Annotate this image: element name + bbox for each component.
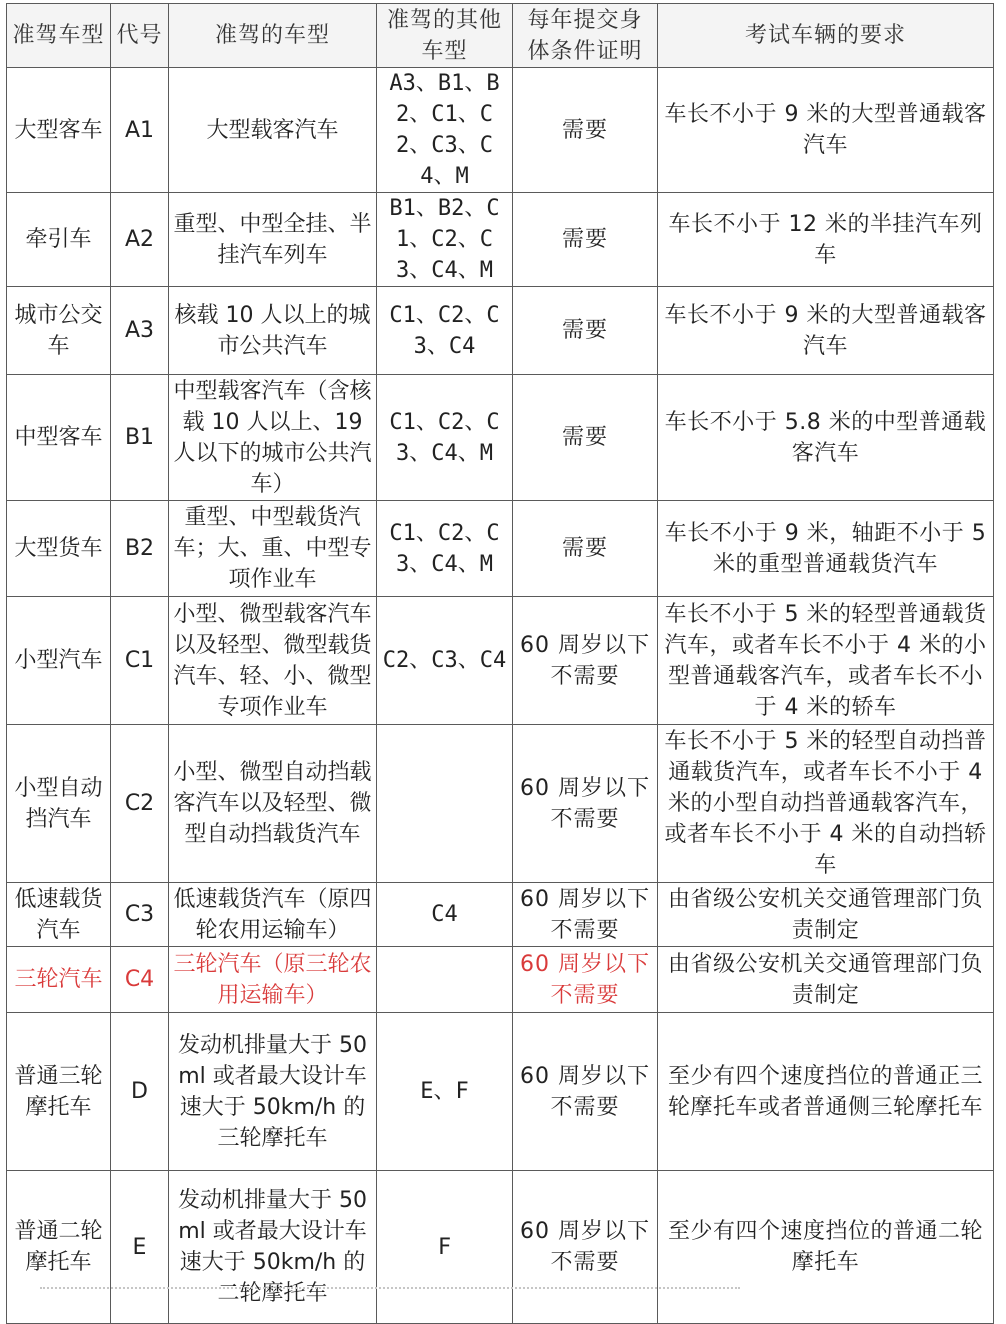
permitted-vehicle-cell: 三轮汽车（原三轮农用运输车） bbox=[169, 947, 377, 1013]
license-code-cell: B2 bbox=[111, 501, 169, 597]
license-type-cell: 城市公交车 bbox=[7, 287, 111, 375]
permitted-vehicle-cell: 重型、中型载货汽车；大、重、中型专项作业车 bbox=[169, 501, 377, 597]
exam-requirement-cell: 车长不小于 9 米，轴距不小于 5 米的重型普通载货汽车 bbox=[658, 501, 994, 597]
exam-requirement-cell: 车长不小于 9 米的大型普通载客汽车 bbox=[658, 287, 994, 375]
permitted-vehicle-cell: 低速载货汽车（原四轮农用运输车） bbox=[169, 883, 377, 947]
header-permitted-vehicle: 准驾的车型 bbox=[169, 4, 377, 68]
other-types-cell: C4 bbox=[377, 883, 513, 947]
permitted-vehicle-cell: 大型载客汽车 bbox=[169, 68, 377, 193]
license-code-cell: A2 bbox=[111, 193, 169, 287]
health-certificate-cell: 60 周岁以下不需要 bbox=[513, 883, 658, 947]
other-types-cell: C1、C2、C3、C4、M bbox=[377, 375, 513, 501]
license-type-cell: 大型货车 bbox=[7, 501, 111, 597]
license-type-cell: 小型自动挡汽车 bbox=[7, 725, 111, 883]
table-row bbox=[7, 725, 994, 883]
table-row bbox=[7, 193, 994, 287]
table-row bbox=[7, 1013, 994, 1171]
license-types-table bbox=[6, 3, 994, 1324]
other-types-cell: A3、B1、B2、C1、C2、C3、C4、M bbox=[377, 68, 513, 193]
license-type-cell: 牵引车 bbox=[7, 193, 111, 287]
license-code-cell: C2 bbox=[111, 725, 169, 883]
exam-requirement-cell: 车长不小于 5 米的轻型普通载货汽车，或者车长不小于 4 米的小型普通载客汽车，或者车长不小于 4 米的轿车 bbox=[658, 597, 994, 725]
license-type-cell: 中型客车 bbox=[7, 375, 111, 501]
permitted-vehicle-cell: 核载 10 人以上的城市公共汽车 bbox=[169, 287, 377, 375]
exam-requirement-cell: 由省级公安机关交通管理部门负责制定 bbox=[658, 883, 994, 947]
permitted-vehicle-cell: 发动机排量大于 50ml 或者最大设计车速大于 50km/h 的三轮摩托车 bbox=[169, 1013, 377, 1171]
license-code-cell: D bbox=[111, 1013, 169, 1171]
health-certificate-cell: 60 周岁以下不需要 bbox=[513, 597, 658, 725]
permitted-vehicle-cell: 小型、微型载客汽车以及轻型、微型载货汽车、轻、小、微型专项作业车 bbox=[169, 597, 377, 725]
license-code-cell: A1 bbox=[111, 68, 169, 193]
health-certificate-cell: 需要 bbox=[513, 501, 658, 597]
exam-requirement-cell: 至少有四个速度挡位的普通正三轮摩托车或者普通侧三轮摩托车 bbox=[658, 1013, 994, 1171]
permitted-vehicle-cell: 重型、中型全挂、半挂汽车列车 bbox=[169, 193, 377, 287]
header-annual-health-certificate: 每年提交身体条件证明 bbox=[513, 4, 658, 68]
exam-requirement-cell: 至少有四个速度挡位的普通二轮摩托车 bbox=[658, 1171, 994, 1324]
table-row bbox=[7, 1171, 994, 1324]
health-certificate-cell: 需要 bbox=[513, 68, 658, 193]
license-code-cell: C1 bbox=[111, 597, 169, 725]
other-types-cell bbox=[377, 725, 513, 883]
license-code-cell: B1 bbox=[111, 375, 169, 501]
header-code: 代号 bbox=[111, 4, 169, 68]
exam-requirement-cell: 车长不小于 9 米的大型普通载客汽车 bbox=[658, 68, 994, 193]
health-certificate-cell: 60 周岁以下不需要 bbox=[513, 1171, 658, 1324]
license-type-cell: 小型汽车 bbox=[7, 597, 111, 725]
table-row bbox=[7, 287, 994, 375]
header-license-type: 准驾车型 bbox=[7, 4, 111, 68]
header-other-permitted-types: 准驾的其他车型 bbox=[377, 4, 513, 68]
license-code-cell: A3 bbox=[111, 287, 169, 375]
license-type-cell: 大型客车 bbox=[7, 68, 111, 193]
health-certificate-cell: 60 周岁以下不需要 bbox=[513, 725, 658, 883]
health-certificate-cell: 需要 bbox=[513, 375, 658, 501]
other-types-cell bbox=[377, 947, 513, 1013]
table-row bbox=[7, 597, 994, 725]
health-certificate-cell: 需要 bbox=[513, 193, 658, 287]
permitted-vehicle-cell: 发动机排量大于 50ml 或者最大设计车速大于 50km/h 的二轮摩托车 bbox=[169, 1171, 377, 1324]
header-exam-vehicle-requirement: 考试车辆的要求 bbox=[658, 4, 994, 68]
other-types-cell: C1、C2、C3、C4、M bbox=[377, 501, 513, 597]
other-types-cell: F bbox=[377, 1171, 513, 1324]
license-code-cell: C4 bbox=[111, 947, 169, 1013]
exam-requirement-cell: 由省级公安机关交通管理部门负责制定 bbox=[658, 947, 994, 1013]
health-certificate-cell: 60 周岁以下不需要 bbox=[513, 947, 658, 1013]
other-types-cell: B1、B2、C1、C2、C3、C4、M bbox=[377, 193, 513, 287]
license-code-cell: C3 bbox=[111, 883, 169, 947]
other-types-cell: E、F bbox=[377, 1013, 513, 1171]
table-row bbox=[7, 68, 994, 193]
license-type-cell: 低速载货汽车 bbox=[7, 883, 111, 947]
table-header-row bbox=[7, 4, 994, 68]
cropped-caption-fragment bbox=[40, 1287, 740, 1299]
license-code-cell: E bbox=[111, 1171, 169, 1324]
exam-requirement-cell: 车长不小于 12 米的半挂汽车列车 bbox=[658, 193, 994, 287]
other-types-cell: C2、C3、C4 bbox=[377, 597, 513, 725]
health-certificate-cell: 60 周岁以下不需要 bbox=[513, 1013, 658, 1171]
license-type-cell: 普通二轮摩托车 bbox=[7, 1171, 111, 1324]
other-types-cell: C1、C2、C3、C4 bbox=[377, 287, 513, 375]
health-certificate-cell: 需要 bbox=[513, 287, 658, 375]
table-row bbox=[7, 501, 994, 597]
permitted-vehicle-cell: 中型载客汽车（含核载 10 人以上、19 人以下的城市公共汽车） bbox=[169, 375, 377, 501]
exam-requirement-cell: 车长不小于 5.8 米的中型普通载客汽车 bbox=[658, 375, 994, 501]
table-row bbox=[7, 883, 994, 947]
table-row bbox=[7, 375, 994, 501]
exam-requirement-cell: 车长不小于 5 米的轻型自动挡普通载货汽车，或者车长不小于 4 米的小型自动挡普通载客汽车，或者车长不小于 4 米的自动挡轿车 bbox=[658, 725, 994, 883]
license-type-cell: 普通三轮摩托车 bbox=[7, 1013, 111, 1171]
permitted-vehicle-cell: 小型、微型自动挡载客汽车以及轻型、微型自动挡载货汽车 bbox=[169, 725, 377, 883]
table-row-highlighted bbox=[7, 947, 994, 1013]
license-type-cell: 三轮汽车 bbox=[7, 947, 111, 1013]
